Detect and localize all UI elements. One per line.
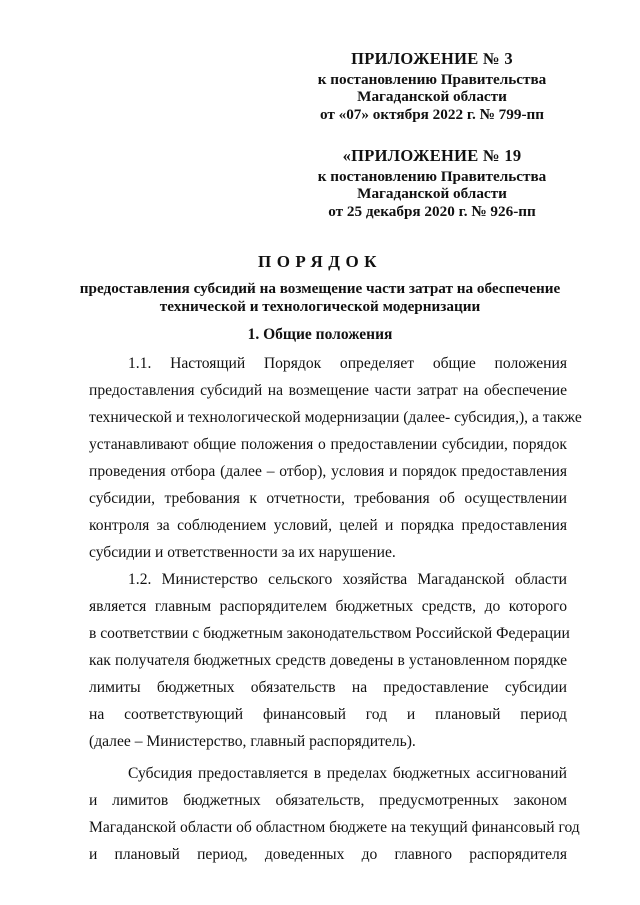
body-line: Субсидия предоставляется в пределах бюджетных ассигнований: [128, 765, 567, 782]
body-line: технической и технологической модернизации (далее- субсидия,), а также: [89, 409, 582, 426]
body-line: субсидии, требования к отчетности, требования об осуществлении: [89, 490, 567, 507]
subtitle-line: технической и технологической модернизации: [159, 298, 481, 315]
subtitle-line: предоставления субсидий на возмещение части затрат на обеспечение: [79, 280, 561, 297]
body-line: контроля за соблюдением условий, целей и порядка предоставления: [89, 517, 567, 534]
appendix-heading: ПРИЛОЖЕНИЕ № 3: [351, 49, 513, 68]
section-title: 1. Общие положения: [247, 326, 393, 343]
appendix-line: к постановлению Правительства: [317, 167, 547, 185]
appendix-current-header: [312, 50, 552, 123]
body-line: 1.1. Настоящий Порядок определяет общие положения: [128, 355, 567, 372]
body-line: на соответствующий финансовый год и плановый период: [89, 706, 567, 723]
document-subtitle: [60, 280, 580, 316]
appendix-line: к постановлению Правительства: [317, 70, 547, 88]
body-line: лимиты бюджетных обязательств на предоставление субсидии: [89, 679, 567, 696]
body-line: и лимитов бюджетных обязательств, предусмотренных законом: [89, 792, 567, 809]
document-title: ПОРЯДОК: [257, 252, 382, 271]
body-line: является главным распорядителем бюджетных средств, до которого: [89, 598, 567, 615]
appendix-line: от 25 декабря 2020 г. № 926-пп: [328, 202, 536, 220]
body-line: предоставления субсидий на возмещение части затрат на обеспечение: [89, 382, 567, 399]
appendix-line: Магаданской области: [357, 185, 507, 202]
appendix-line: от «07» октября 2022 г. № 799-пп: [319, 105, 545, 123]
body-line: устанавливают общие положения о предоставлении субсидии, порядок: [89, 436, 567, 453]
appendix-heading: «ПРИЛОЖЕНИЕ № 19: [342, 146, 522, 165]
body-line: и плановый период, доведенных до главного распорядителя: [89, 846, 567, 863]
body-line: в соответствии с бюджетным законодательством Российской Федерации: [89, 625, 570, 642]
body-line: субсидии и ответственности за их нарушение.: [89, 544, 396, 561]
appendix-line: Магаданской области: [357, 88, 507, 105]
appendix-previous-header: [312, 147, 552, 220]
body-line: (далее – Министерство, главный распорядитель).: [89, 733, 416, 750]
body-line: 1.2. Министерство сельского хозяйства Магаданской области: [128, 571, 567, 588]
body-line: Магаданской области об областном бюджете на текущий финансовый год: [89, 819, 580, 836]
body-line: как получателя бюджетных средств доведены в установленном порядке: [89, 652, 567, 669]
body-line: проведения отбора (далее – отбор), условия и порядок предоставления: [89, 463, 567, 480]
